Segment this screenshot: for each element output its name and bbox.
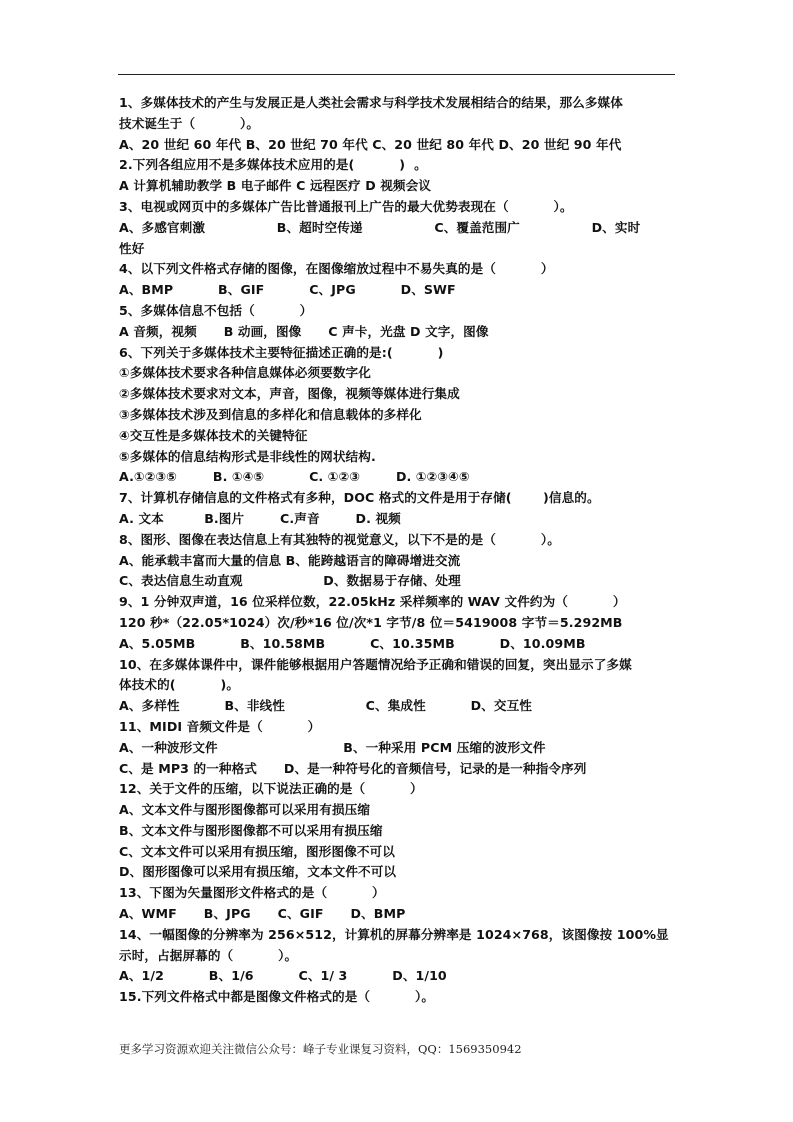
text-line: A、5.05MB B、10.58MB C、10.35MB D、10.09MB xyxy=(119,635,586,651)
text-line: C、表达信息生动直观 D、数据易于存储、处理 xyxy=(119,573,461,589)
text-line: 体技术的( )。 xyxy=(119,677,240,693)
text-line: 3、电视或网页中的多媒体广告比普通报刊上广告的最大优势表现在（ ）。 xyxy=(119,198,573,214)
text-line: A、多感官刺激 B、超时空传递 C、覆盖范围广 D、实时 xyxy=(119,219,641,235)
text-line: A、BMP B、GIF C、JPG D、SWF xyxy=(119,282,456,298)
text-line: A、一种波形文件 B、一种采用 PCM 压缩的波形文件 xyxy=(119,739,546,755)
text-line: 技术诞生于（ ）。 xyxy=(119,115,260,131)
text-line: ④交互性是多媒体技术的关键特征 xyxy=(119,427,308,443)
text-line: 性好 xyxy=(119,240,145,256)
text-line: A. 文本 B.图片 C.声音 D. 视频 xyxy=(119,510,401,526)
text-line: ②多媒体技术要求对文本，声音，图像，视频等媒体进行集成 xyxy=(119,386,460,402)
text-line: ③多媒体技术涉及到信息的多样化和信息载体的多样化 xyxy=(119,406,422,422)
text-line: C、是 MP3 的一种格式 D、是一种符号化的音频信号，记录的是一种指令序列 xyxy=(119,760,587,776)
text-line: A、1/2 B、1/6 C、1/ 3 D、1/10 xyxy=(119,968,447,984)
text-line: 示时，占据屏幕的（ ）。 xyxy=(119,947,298,963)
text-line: 5、多媒体信息不包括（ ） xyxy=(119,302,313,318)
text-line: 1、多媒体技术的产生与发展正是人类社会需求与科学技术发展相结合的结果，那么多媒体 xyxy=(119,95,623,110)
question-body xyxy=(119,93,689,1008)
text-line: A、20 世纪 60 年代 B、20 世纪 70 年代 C、20 世纪 80 年代 D、20 世纪 90 年代 xyxy=(119,136,622,152)
text-line: A、WMF B、JPG C、GIF D、BMP xyxy=(119,906,406,922)
text-line: A、文本文件与图形图像都可以采用有损压缩 xyxy=(119,802,371,818)
text-line: ⑤多媒体的信息结构形式是非线性的网状结构. xyxy=(119,448,376,464)
text-line: 10、在多媒体课件中，课件能够根据用户答题情况给予正确和错误的回复，突出显示了多媒 xyxy=(119,656,632,672)
text-line: D、图形图像可以采用有损压缩，文本文件不可以 xyxy=(119,864,397,880)
text-line: 12、关于文件的压缩，以下说法正确的是（ ） xyxy=(119,781,423,797)
text-line: A 计算机辅助教学 B 电子邮件 C 远程医疗 D 视频会议 xyxy=(119,178,432,194)
text-line: 9、1 分钟双声道，16 位采样位数，22.05kHz 采样频率的 WAV 文件约为（ ） xyxy=(119,594,626,610)
text-line: C、文本文件可以采用有损压缩，图形图像不可以 xyxy=(119,843,395,859)
text-line: A 音频，视频 B 动画，图像 C 声卡，光盘 D 文字，图像 xyxy=(119,323,489,339)
text-line: 2.下列各组应用不是多媒体技术应用的是( ) 。 xyxy=(119,157,427,173)
text-line: A、多样性 B、非线性 C、集成性 D、交互性 xyxy=(119,698,532,714)
page-footer: 更多学习资源欢迎关注微信公众号：峰子专业课复习资料，QQ：1569350942 xyxy=(119,1042,522,1056)
header-rule xyxy=(118,74,675,75)
text-line: A.①②③⑤ B. ①④⑤ C. ①②③ D. ①②③④⑤ xyxy=(119,469,470,485)
text-line: 8、图形、图像在表达信息上有其独特的视觉意义，以下不是的是（ ）。 xyxy=(119,531,560,547)
text-line: ①多媒体技术要求各种信息媒体必须要数字化 xyxy=(119,365,371,381)
text-line: 15.下列文件格式中都是图像文件格式的是（ ）。 xyxy=(119,989,435,1005)
text-line: 120 秒*（22.05*1024）次/秒*16 位/次*1 字节/8 位＝5419008 字节＝5.292MB xyxy=(119,614,623,630)
text-line: 14、一幅图像的分辨率为 256×512，计算机的屏幕分辨率是 1024×768，该图像按 100%显 xyxy=(119,926,669,942)
text-line: A、能承载丰富而大量的信息 B、能跨越语言的障碍增进交流 xyxy=(119,552,461,568)
text-line: 6、下列关于多媒体技术主要特征描述正确的是:( ) xyxy=(119,344,444,360)
text-line: 11、MIDI 音频文件是（ ） xyxy=(119,718,321,734)
text-line: 4、以下列文件格式存储的图像，在图像缩放过程中不易失真的是（ ） xyxy=(119,261,554,277)
text-line: 7、计算机存储信息的文件格式有多种，DOC 格式的文件是用于存储( )信息的。 xyxy=(119,490,600,506)
text-line: B、文本文件与图形图像都不可以采用有损压缩 xyxy=(119,822,383,838)
text-line: 13、下图为矢量图形文件格式的是（ ） xyxy=(119,885,385,901)
